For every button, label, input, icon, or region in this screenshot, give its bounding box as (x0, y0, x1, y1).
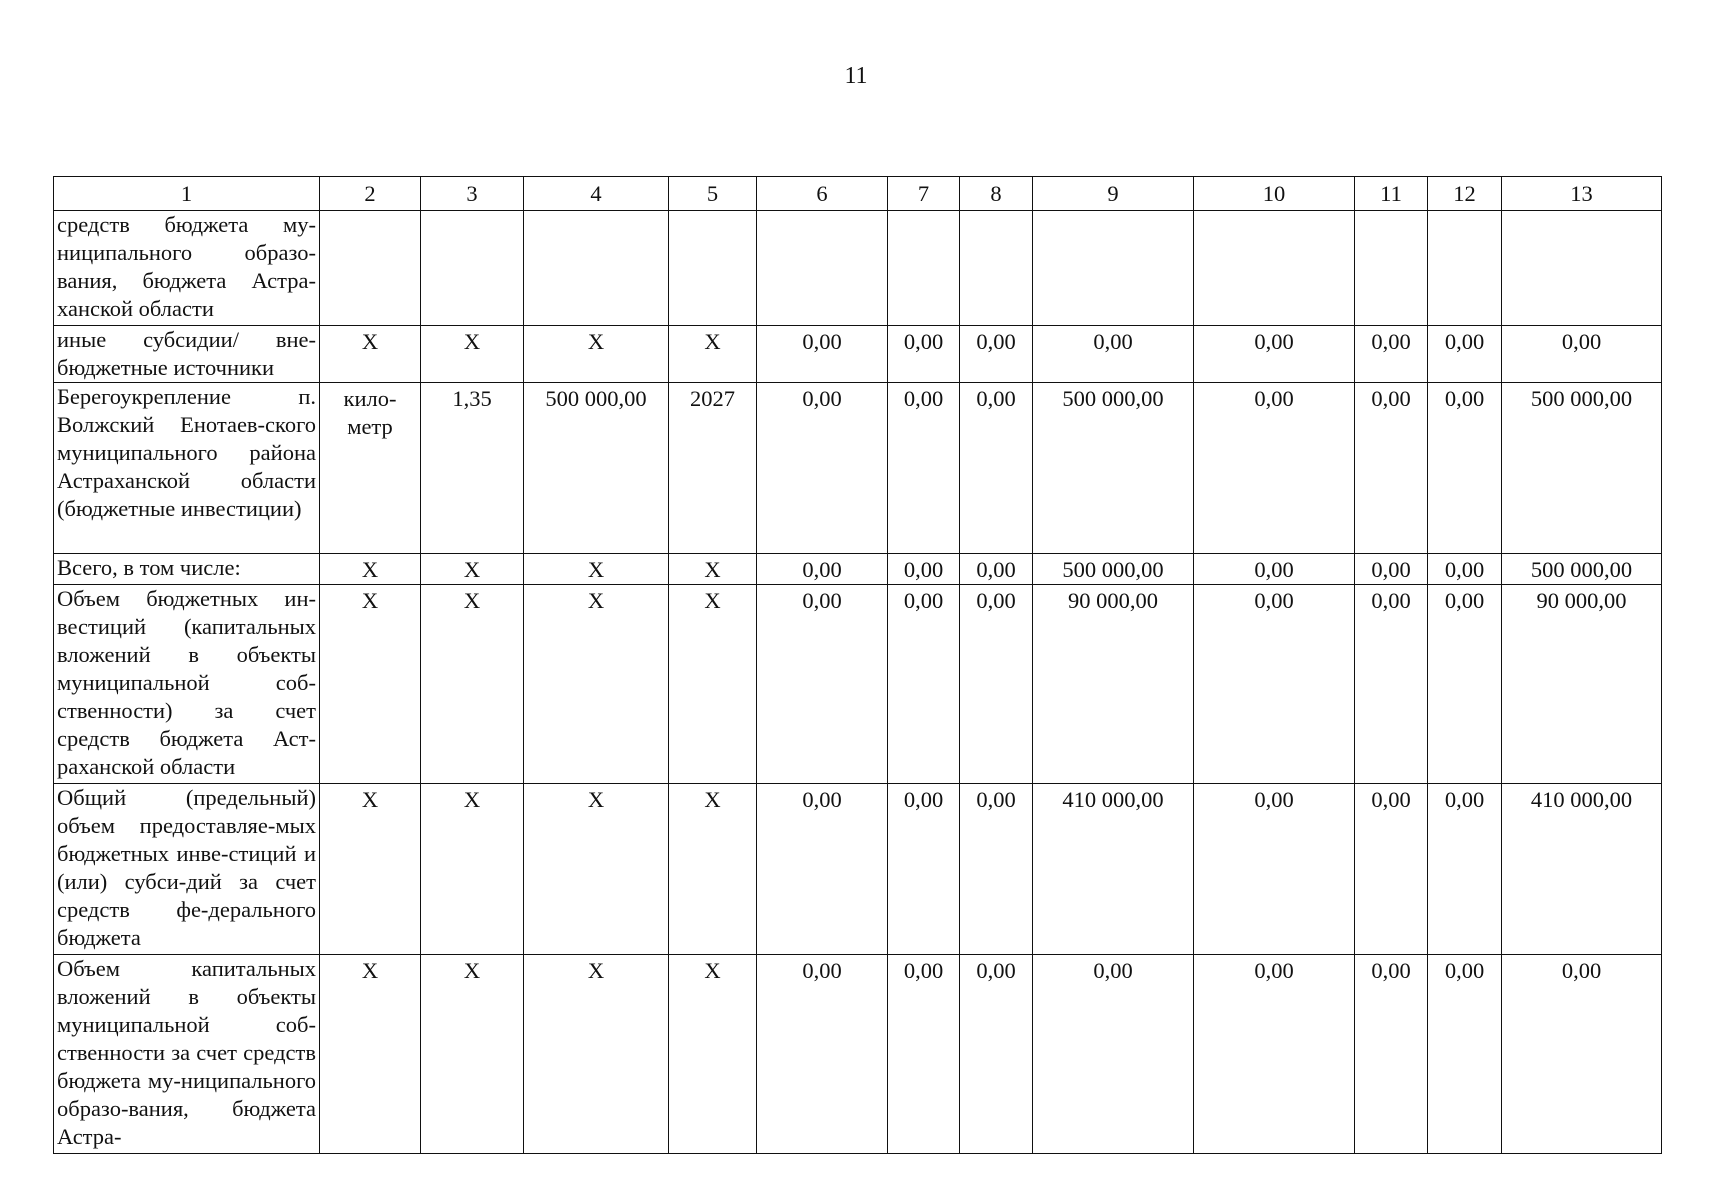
table-cell: 0,00 (757, 585, 888, 784)
column-header: 8 (960, 177, 1033, 211)
table-cell: 410 000,00 (1502, 784, 1662, 955)
table-cell (888, 211, 960, 326)
table-cell: Х (320, 784, 421, 955)
table-row (54, 326, 1662, 383)
table-cell: 500 000,00 (1502, 554, 1662, 585)
table-cell: 0,00 (1194, 585, 1355, 784)
table-cell: 0,00 (757, 326, 888, 383)
row-description: иные субсидии/ вне-бюджетные источники (54, 326, 320, 383)
table-cell: Х (524, 585, 669, 784)
table-row (54, 383, 1662, 554)
table-cell: 0,00 (960, 383, 1033, 554)
table-cell (1502, 211, 1662, 326)
table-row (54, 211, 1662, 326)
column-header: 13 (1502, 177, 1662, 211)
column-number-row (54, 177, 1662, 211)
table-cell: 0,00 (960, 784, 1033, 955)
table-cell: 0,00 (1194, 383, 1355, 554)
table-cell: 0,00 (1428, 784, 1502, 955)
table-cell: 0,00 (960, 554, 1033, 585)
table-cell: 1,35 (421, 383, 524, 554)
table-cell (1194, 211, 1355, 326)
table-cell: Х (669, 326, 757, 383)
table-cell: 0,00 (960, 955, 1033, 1154)
table-cell: 0,00 (757, 554, 888, 585)
table-cell: 0,00 (1194, 554, 1355, 585)
table-cell: Х (421, 585, 524, 784)
row-description: Общий (предельный) объем предоставляе-мых бюджетных инве-стиций и (или) субси-дий за счет средств фе-дерального бюджета (54, 784, 320, 955)
table-cell: 0,00 (1428, 383, 1502, 554)
table-cell: Х (320, 955, 421, 1154)
table-cell: Х (669, 554, 757, 585)
table-cell: 0,00 (888, 784, 960, 955)
table-cell: 0,00 (888, 554, 960, 585)
row-description: Объем бюджетных ин-вестиций (капитальных вложений в объекты муниципальной соб-ственности) за счет средств бюджета Аст-раханской области (54, 585, 320, 784)
table-cell (524, 211, 669, 326)
table-cell: Х (524, 955, 669, 1154)
table-cell: 0,00 (757, 383, 888, 554)
table-cell: Х (524, 784, 669, 955)
table-cell: 0,00 (1355, 784, 1428, 955)
table-cell: Х (669, 955, 757, 1154)
column-header: 9 (1033, 177, 1194, 211)
column-header: 3 (421, 177, 524, 211)
table-cell: Х (524, 326, 669, 383)
column-header: 5 (669, 177, 757, 211)
column-header: 12 (1428, 177, 1502, 211)
table-cell: Х (524, 554, 669, 585)
table-cell: 90 000,00 (1033, 585, 1194, 784)
column-header: 7 (888, 177, 960, 211)
table-cell: Х (669, 585, 757, 784)
table-cell: 500 000,00 (1033, 554, 1194, 585)
table-cell: 0,00 (1428, 585, 1502, 784)
table-row (54, 585, 1662, 784)
table-cell: 0,00 (1194, 955, 1355, 1154)
table-cell: 0,00 (1355, 554, 1428, 585)
page-number: 11 (844, 63, 868, 89)
table-cell (1355, 211, 1428, 326)
table-cell: 90 000,00 (1502, 585, 1662, 784)
table-cell: 0,00 (1033, 955, 1194, 1154)
table-cell: 0,00 (1428, 554, 1502, 585)
table-cell (960, 211, 1033, 326)
table-row (54, 784, 1662, 955)
table-cell: Х (320, 585, 421, 784)
budget-investment-table (53, 176, 1662, 1154)
table-cell: 0,00 (960, 326, 1033, 383)
table-cell: 410 000,00 (1033, 784, 1194, 955)
column-header: 11 (1355, 177, 1428, 211)
table-cell: 0,00 (1194, 326, 1355, 383)
table-cell: 0,00 (1355, 585, 1428, 784)
table-row (54, 554, 1662, 585)
table-cell: Х (320, 554, 421, 585)
table-cell (1428, 211, 1502, 326)
table-cell: 500 000,00 (524, 383, 669, 554)
table-cell: 0,00 (1355, 383, 1428, 554)
table-row (54, 955, 1662, 1154)
table-cell: 2027 (669, 383, 757, 554)
column-header: 6 (757, 177, 888, 211)
table-cell: 500 000,00 (1033, 383, 1194, 554)
table-cell: 0,00 (888, 383, 960, 554)
column-header: 2 (320, 177, 421, 211)
table-cell: Х (421, 554, 524, 585)
table-cell: 0,00 (1502, 326, 1662, 383)
column-header: 10 (1194, 177, 1355, 211)
row-description: Берегоукрепление п. Волжский Енотаев-ского муниципального района Астраханской области (бюджетные инвестиции) (54, 383, 320, 554)
column-header: 4 (524, 177, 669, 211)
table-cell: 0,00 (1355, 326, 1428, 383)
row-description: Всего, в том числе: (54, 554, 320, 585)
table-cell: 0,00 (1502, 955, 1662, 1154)
row-description: средств бюджета му-ниципального образо-вания, бюджета Астра-ханской области (54, 211, 320, 326)
table-cell (1033, 211, 1194, 326)
table-cell (421, 211, 524, 326)
table-cell: 0,00 (888, 585, 960, 784)
table-cell: 500 000,00 (1502, 383, 1662, 554)
column-header: 1 (54, 177, 320, 211)
table-cell: 0,00 (1355, 955, 1428, 1154)
table-cell: 0,00 (1194, 784, 1355, 955)
table-cell: Х (669, 784, 757, 955)
table-cell: 0,00 (1428, 326, 1502, 383)
table-cell: 0,00 (1428, 955, 1502, 1154)
table-cell: 0,00 (960, 585, 1033, 784)
row-description: Объем капитальных вложений в объекты муниципальной соб-ственности за счет средств бюджета му-ниципального образо-вания, бюджета Астра- (54, 955, 320, 1154)
table-cell: 0,00 (888, 955, 960, 1154)
table-cell: Х (320, 326, 421, 383)
table-cell: Х (421, 955, 524, 1154)
table-cell (320, 211, 421, 326)
table-cell: кило-метр (320, 383, 421, 554)
table-cell: Х (421, 784, 524, 955)
table-cell (757, 211, 888, 326)
table-cell: 0,00 (757, 784, 888, 955)
table-cell: Х (421, 326, 524, 383)
table-cell: 0,00 (888, 326, 960, 383)
table-cell (669, 211, 757, 326)
table-cell: 0,00 (757, 955, 888, 1154)
table-cell: 0,00 (1033, 326, 1194, 383)
